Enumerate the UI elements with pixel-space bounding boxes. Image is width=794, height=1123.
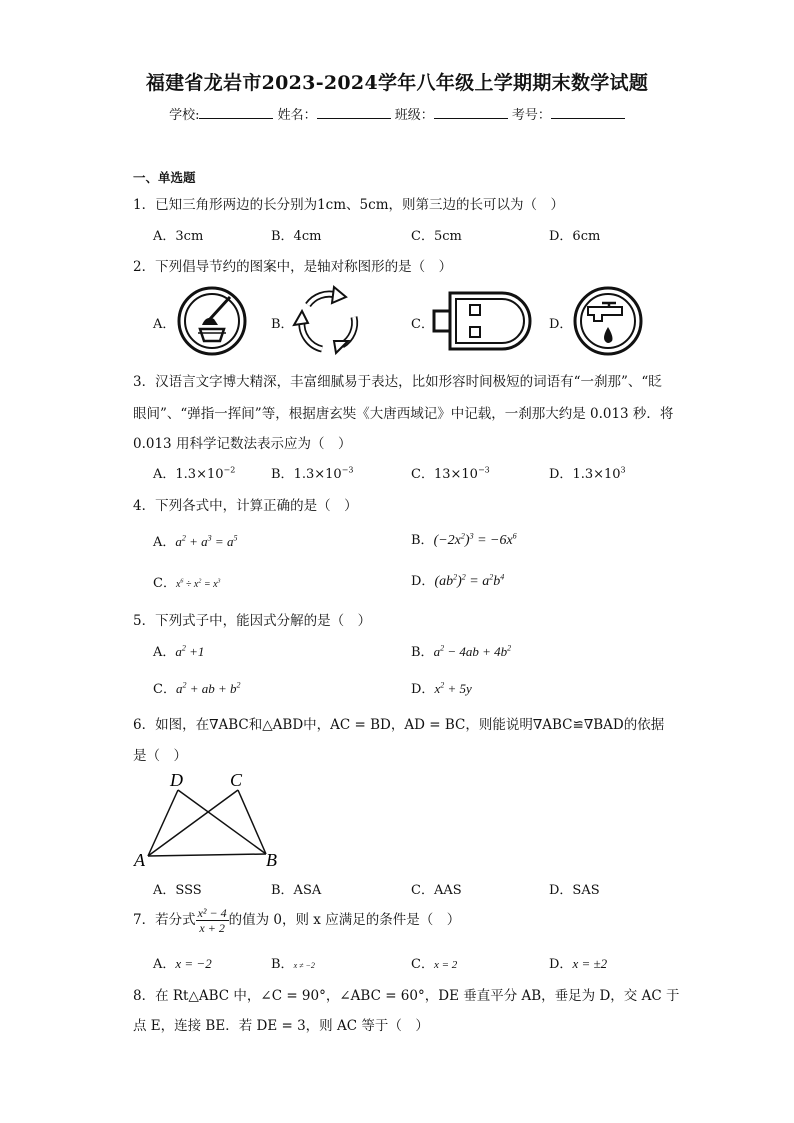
q4-option-b: B．$(-2x^2)^3 = -6x^6$	[411, 531, 517, 548]
page-title: 福建省龙岩市2023-2024学年八年级上学期期末数学试题	[145, 72, 649, 94]
q3-option-c: C．$13\times 10^{-3}$	[411, 465, 490, 482]
exam-number-blank[interactable]	[551, 106, 625, 119]
q4-option-d: D．$(ab^2)^2 = a^2b^4$	[411, 572, 505, 589]
q6-label-a: A	[134, 850, 145, 870]
q4-option-a: A．$a^2 + a^3 = a^5$	[153, 533, 238, 550]
class-label: 班级：	[394, 108, 434, 123]
q2-figure-c-icon	[432, 289, 536, 353]
school-blank[interactable]	[199, 106, 273, 119]
q6-label-c: C	[230, 770, 243, 790]
q2-figure-b-icon	[290, 285, 366, 359]
q2-label-b: B．	[271, 317, 294, 332]
q1-stem: 1．已知三角形两边的长分别为1cm、5cm，则第三边的长可以为（ ）	[133, 197, 564, 213]
q2-stem: 2．下列倡导节约的图案中，是轴对称图形的是（ ）	[133, 259, 453, 275]
school-label: 学校:	[169, 108, 200, 123]
q1-option-c: C．5cm	[411, 229, 462, 244]
q1-option-a: A．3cm	[153, 229, 204, 244]
q6-option-b: B．ASA	[271, 883, 322, 898]
q6-line-1: 6．如图，在∇ABC和△ABD中，AC = BD，AD = BC，则能说明∇ABC≌∇BAD的依据	[133, 717, 665, 733]
student-info-line	[0, 104, 794, 123]
q1-option-b: B．4cm	[271, 229, 322, 244]
q6-option-c: C．AAS	[411, 883, 462, 898]
q6-option-d: D．SAS	[549, 883, 600, 898]
class-blank[interactable]	[434, 106, 508, 119]
q3-option-d: D．$1.3\times 10^3$	[549, 465, 626, 482]
q4-option-c: C．$x^6 \div x^2 = x^3$	[153, 576, 221, 591]
q5-option-a: A．$a^2 +1$	[153, 643, 205, 660]
section-heading: 一、单选题	[133, 170, 196, 185]
q5-option-d: D．$x^2 + 5y$	[411, 680, 472, 697]
q3-option-b: B．$1.3\times 10^{-3}$	[271, 465, 354, 482]
q7-option-c: C．x = 2	[411, 957, 458, 972]
q7-option-b: B．x ≠ −2	[271, 957, 315, 972]
q6-line-2: 是（ ）	[133, 748, 187, 764]
q7-option-d: D．x = ±2	[549, 956, 608, 972]
q2-figure-a-icon	[176, 285, 248, 357]
q6-label-b: B	[266, 850, 277, 870]
exam-number-label: 考号：	[511, 108, 551, 123]
q8-line-1: 8．在 Rt△ABC 中，∠C = 90°，∠ABC = 60°，DE 垂直平分 AB，垂足为 D，交 AC 于	[133, 988, 680, 1004]
q6-label-d: D	[170, 770, 183, 790]
q3-line-3: 0.013 用科学记数法表示应为（ ）	[133, 436, 352, 452]
q7-option-a: A．x = −2	[153, 956, 212, 972]
q6-triangle-figure	[130, 770, 290, 870]
q2-label-a: A．	[153, 317, 176, 332]
name-label: 姓名：	[277, 108, 317, 123]
q5-option-c: C．$a^2$ + ab + $b^2$	[153, 680, 241, 697]
q2-figure-d-icon	[572, 285, 644, 357]
q3-line-2: 眼间”、“弹指一挥间”等，根据唐玄奘《大唐西域记》中记载，一刹那大约是 0.013 秒．将	[133, 406, 674, 422]
q7-stem: 7．若分式 $\frac{\text{x² − 4}}{x + 2}$ 的值为 0，则 x 应满足的条件是（ ）	[133, 906, 461, 935]
q7-fraction: $\frac{\text{x² − 4}}{x + 2}$	[197, 906, 227, 935]
q1-option-d: D．6cm	[549, 229, 601, 244]
q2-label-d: D．	[549, 317, 573, 332]
q2-label-c: C．	[411, 317, 434, 332]
name-blank[interactable]	[317, 106, 391, 119]
q4-stem: 4．下列各式中，计算正确的是（ ）	[133, 498, 358, 514]
q5-stem: 5．下列式子中，能因式分解的是（ ）	[133, 613, 372, 629]
q5-option-b: B．$a^2 - 4ab + 4b^2$	[411, 643, 512, 660]
q6-option-a: A．SSS	[153, 883, 202, 898]
q8-line-2: 点 E，连接 BE．若 DE = 3，则 AC 等于（ ）	[133, 1018, 429, 1034]
q3-line-1: 3．汉语言文字博大精深，丰富细腻易于表达，比如形容时间极短的词语有“一刹那”、“眨	[133, 374, 662, 390]
q3-option-a: A．$1.3\times 10^{-2}$	[153, 465, 236, 482]
